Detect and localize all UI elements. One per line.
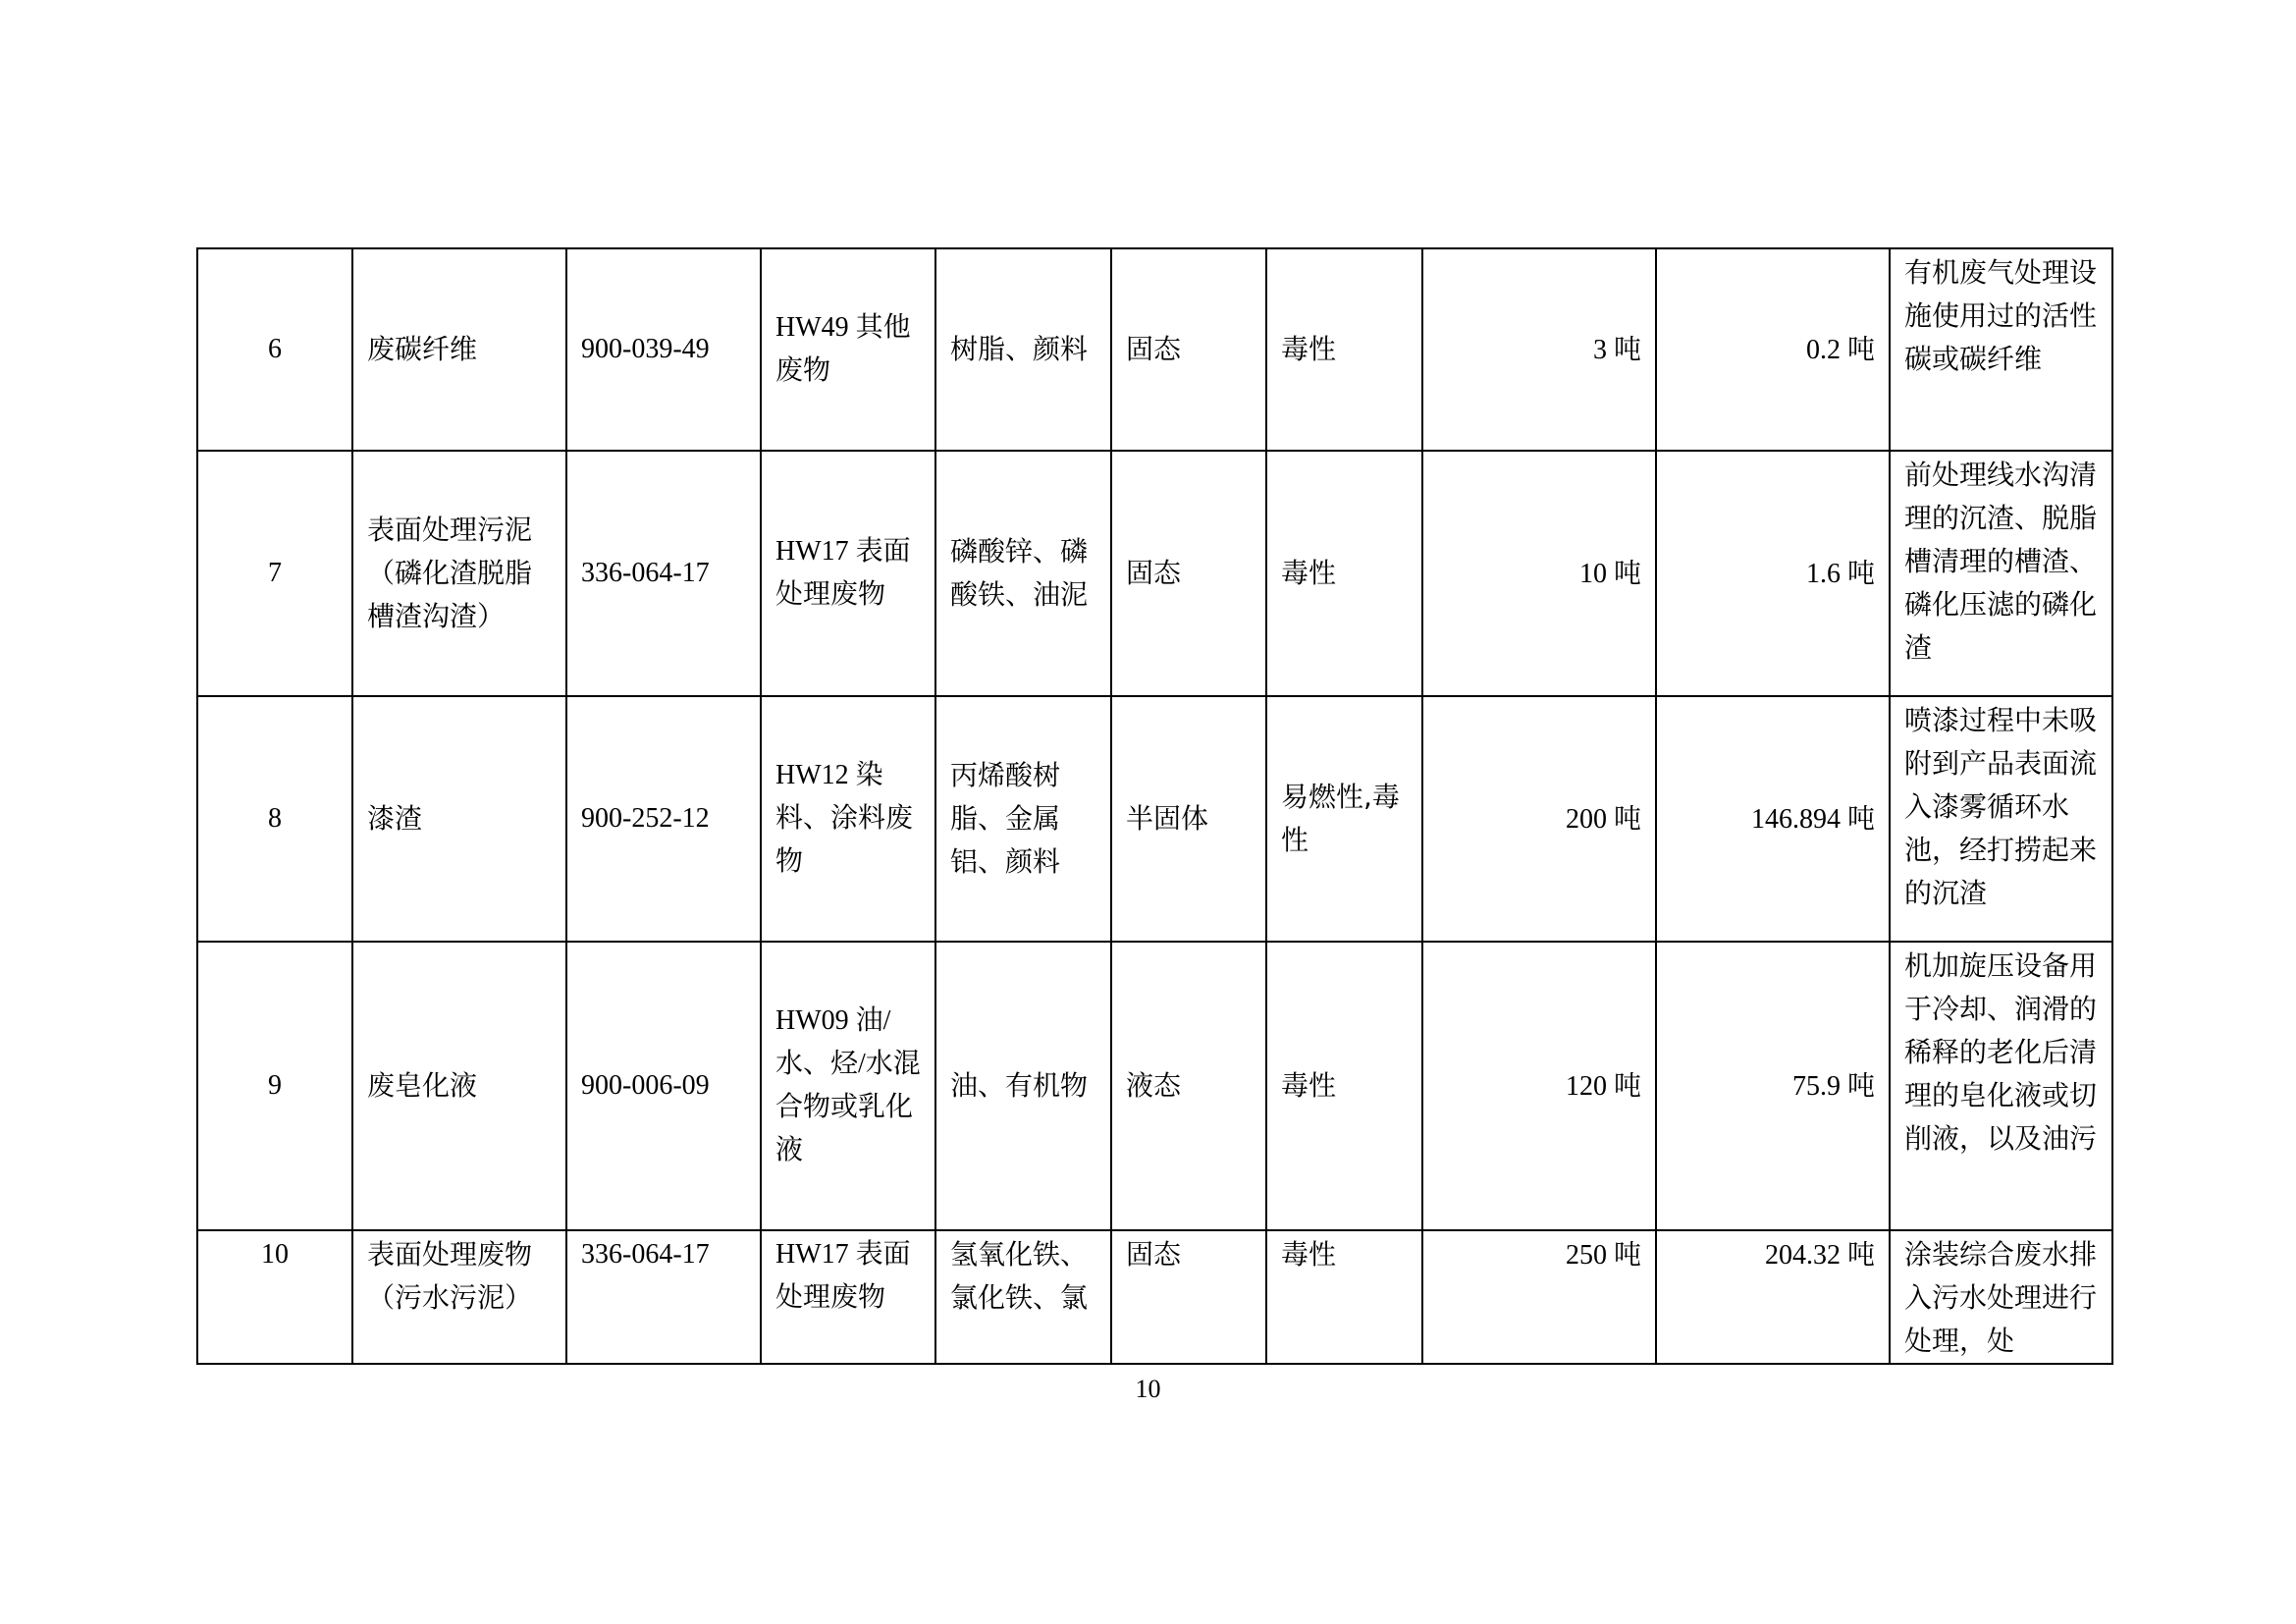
amount-a-value: 10 xyxy=(1578,558,1607,589)
hazard-property: 毒性 xyxy=(1266,942,1422,1230)
amount-a xyxy=(1422,1230,1656,1364)
waste-name: 废碳纤维 xyxy=(352,248,566,451)
row-number: 10 xyxy=(197,1230,352,1364)
amount-b-value: 75.9 xyxy=(1791,1070,1841,1102)
amount-b xyxy=(1656,942,1890,1230)
row-number: 9 xyxy=(197,942,352,1230)
waste-code: 900-252-12 xyxy=(566,696,761,942)
hazard-property: 毒性 xyxy=(1266,1230,1422,1364)
waste-category: HW09 油/水、烃/水混合物或乳化液 xyxy=(761,942,935,1230)
physical-form: 半固体 xyxy=(1111,696,1266,942)
amount-a-unit: 吨 xyxy=(1613,801,1641,835)
waste-category: HW17 表面处理废物 xyxy=(761,451,935,696)
main-component: 丙烯酸树脂、金属铝、颜料 xyxy=(935,696,1111,942)
amount-b xyxy=(1656,1230,1890,1364)
row-number: 7 xyxy=(197,451,352,696)
amount-b xyxy=(1656,451,1890,696)
amount-a xyxy=(1422,696,1656,942)
physical-form: 固态 xyxy=(1111,248,1266,451)
waste-source: 前处理线水沟清理的沉渣、脱脂槽清理的槽渣、磷化压滤的磷化渣 xyxy=(1890,451,2112,696)
row-number: 8 xyxy=(197,696,352,942)
waste-name: 表面处理污泥（磷化渣脱脂槽渣沟渣） xyxy=(352,451,566,696)
waste-source: 机加旋压设备用于冷却、润滑的稀释的老化后清理的皂化液或切削液，以及油污 xyxy=(1890,942,2112,1230)
amount-b-unit: 吨 xyxy=(1846,332,1875,365)
amount-a-value: 120 xyxy=(1565,1070,1607,1102)
amount-b-value: 0.2 xyxy=(1805,334,1841,365)
waste-source: 喷漆过程中未吸附到产品表面流入漆雾循环水池，经打捞起来的沉渣 xyxy=(1890,696,2112,942)
amount-a-value: 250 xyxy=(1565,1240,1607,1271)
amount-b-value: 204.32 xyxy=(1764,1240,1841,1271)
amount-a xyxy=(1422,942,1656,1230)
main-component: 树脂、颜料 xyxy=(935,248,1111,451)
waste-name: 废皂化液 xyxy=(352,942,566,1230)
physical-form: 液态 xyxy=(1111,942,1266,1230)
amount-a xyxy=(1422,248,1656,451)
table-row xyxy=(197,248,2112,451)
page-number: 10 xyxy=(1135,1375,1161,1403)
table-row xyxy=(197,942,2112,1230)
table-row xyxy=(197,696,2112,942)
waste-category: HW17 表面处理废物 xyxy=(761,1230,935,1364)
main-component: 磷酸锌、磷酸铁、油泥 xyxy=(935,451,1111,696)
amount-b xyxy=(1656,696,1890,942)
hazard-property: 毒性 xyxy=(1266,451,1422,696)
main-component: 氢氧化铁、氯化铁、氯 xyxy=(935,1230,1111,1364)
waste-source: 有机废气处理设施使用过的活性碳或碳纤维 xyxy=(1890,248,2112,451)
table-row xyxy=(197,451,2112,696)
amount-a xyxy=(1422,451,1656,696)
waste-category: HW12 染料、涂料废物 xyxy=(761,696,935,942)
waste-code: 900-039-49 xyxy=(566,248,761,451)
amount-a-unit: 吨 xyxy=(1613,332,1641,365)
amount-b-unit: 吨 xyxy=(1846,1238,1875,1271)
physical-form: 固态 xyxy=(1111,451,1266,696)
row-number: 6 xyxy=(197,248,352,451)
waste-name: 漆渣 xyxy=(352,696,566,942)
hazard-property: 毒性 xyxy=(1266,248,1422,451)
amount-b-value: 1.6 xyxy=(1805,558,1841,589)
amount-a-value: 3 xyxy=(1592,334,1607,365)
hazard-property: 易燃性,毒性 xyxy=(1266,696,1422,942)
main-component: 油、有机物 xyxy=(935,942,1111,1230)
amount-b xyxy=(1656,248,1890,451)
table-row xyxy=(197,1230,2112,1364)
amount-a-unit: 吨 xyxy=(1613,1068,1641,1102)
hazardous-waste-table xyxy=(196,247,2113,1365)
waste-name: 表面处理废物（污水污泥） xyxy=(352,1230,566,1364)
waste-source: 涂装综合废水排入污水处理进行处理，处 xyxy=(1890,1230,2112,1364)
amount-a-value: 200 xyxy=(1565,803,1607,835)
waste-category: HW49 其他废物 xyxy=(761,248,935,451)
physical-form: 固态 xyxy=(1111,1230,1266,1364)
waste-code: 336-064-17 xyxy=(566,451,761,696)
amount-b-unit: 吨 xyxy=(1846,801,1875,835)
amount-b-unit: 吨 xyxy=(1846,556,1875,589)
amount-b-unit: 吨 xyxy=(1846,1068,1875,1102)
amount-b-value: 146.894 xyxy=(1750,803,1841,835)
amount-a-unit: 吨 xyxy=(1613,556,1641,589)
amount-a-unit: 吨 xyxy=(1613,1238,1641,1271)
waste-code: 900-006-09 xyxy=(566,942,761,1230)
waste-code: 336-064-17 xyxy=(566,1230,761,1364)
